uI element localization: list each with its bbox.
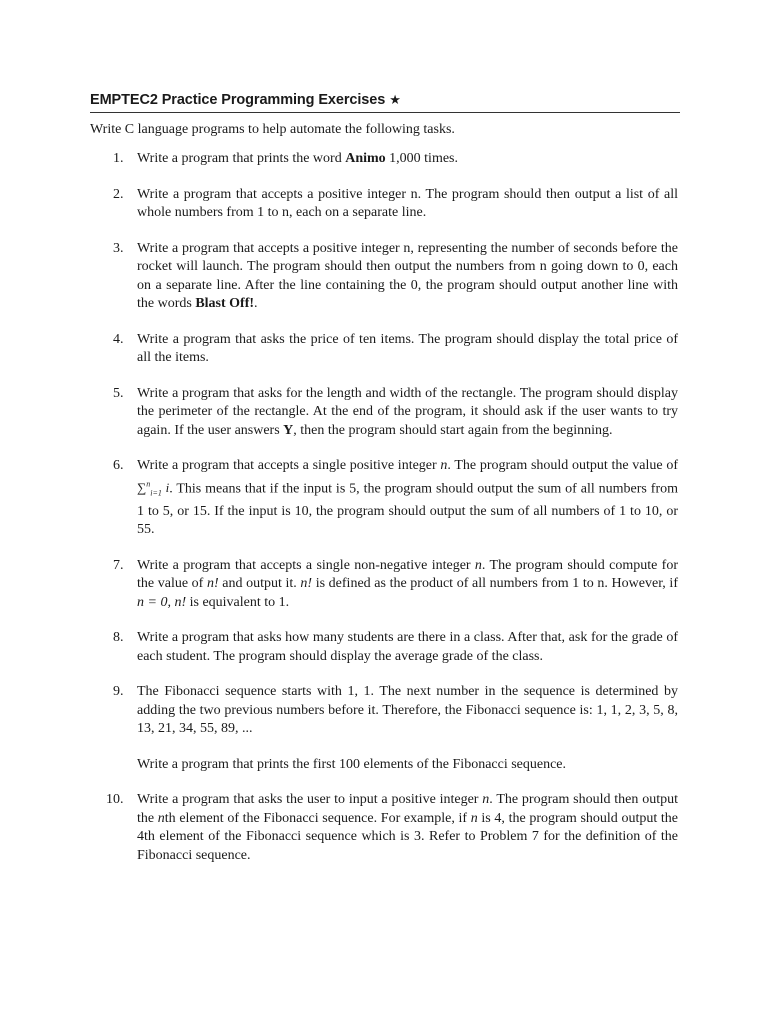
exercise-text: Write a program that accepts a single positive integer n. The program should output the value of ∑$^n_{i=1}$ i. This means that if the input is 5, the program should output the sum of all numbers from 1 to 5, or 15. If the input is 10, the program should output the sum of all numbers of 1 to 10, or 55. xyxy=(137,458,679,538)
exercise-10 xyxy=(106,791,678,865)
bold-word: Y xyxy=(283,422,294,438)
exercise-list xyxy=(106,150,679,882)
exercise-text-2: Write a program that prints the first 100 elements of the Fibonacci sequence. xyxy=(137,756,567,772)
exercise-number: 2. xyxy=(113,186,124,202)
exercise-number: 9. xyxy=(113,684,124,700)
exercise-number: 10. xyxy=(106,792,124,808)
exercise-9 xyxy=(113,683,678,774)
star-icon: ★ xyxy=(389,92,401,107)
title-text: EMPTEC2 Practice Programming Exercises xyxy=(90,92,386,108)
exercise-2 xyxy=(113,186,678,223)
exercise-7 xyxy=(113,557,678,613)
exercise-number: 1. xyxy=(113,151,124,166)
exercise-4 xyxy=(113,331,678,368)
intro-text: Write C language programs to help automate the following tasks. xyxy=(90,122,455,137)
exercise-text: Write a program that accepts a positive integer n. The program should then output a list of all whole numbers from 1 to n, each on a separate line. xyxy=(137,186,678,220)
exercise-5 xyxy=(113,385,678,441)
exercise-text: Write a program that asks for the length and width of the rectangle. The program should display the perimeter of the rectangle. At the end of the program, it should ask if the user wants to try again. If the user answers Y, then the program should start again from the beginning. xyxy=(137,385,678,438)
exercise-number: 3. xyxy=(113,240,124,256)
page-title xyxy=(90,92,680,108)
exercise-text: Write a program that prints the word Animo 1,000 times. xyxy=(137,151,459,166)
exercise-text: Write a program that asks the price of ten items. The program should display the total price of all the items. xyxy=(137,331,678,365)
exercise-6 xyxy=(113,457,678,540)
math-condition: n = 0, n! xyxy=(137,594,187,610)
exercise-number: 5. xyxy=(113,385,124,401)
exercise-text: Write a program that accepts a single non-negative integer n. The program should compute for the value of n! and output it. n! is defined as the product of all numbers from 1 to n. However, if n = 0, n! is equivalent to 1. xyxy=(137,557,678,610)
factorial: n! xyxy=(206,576,219,592)
exercise-1 xyxy=(113,150,678,169)
bold-word: Blast Off! xyxy=(195,296,255,311)
exercise-text: Write a program that asks the user to input a positive integer n. The program should then output the nth element of the Fibonacci sequence. For example, if n is 4, the program should output the 4th element of the Fibonacci sequence which is 3. Refer to Problem 7 for the definition of the Fibonacci sequence. xyxy=(137,792,678,863)
exercise-number: 7. xyxy=(113,557,124,573)
exercise-text: Write a program that accepts a positive integer n, representing the number of seconds before the rocket will launch. The program should then output the numbers from n going down to 0, each on a separate line. After the line containing the 0, the program should output another line with the words Blast Off!. xyxy=(137,240,678,311)
exercise-text: Write a program that asks how many students are there in a class. After that, ask for the grade of each student. The program should display the average grade of the class. xyxy=(137,630,678,664)
math-variable: n xyxy=(470,810,478,826)
factorial: n! xyxy=(300,576,313,592)
title-divider xyxy=(90,112,680,113)
math-variable: n xyxy=(157,810,165,826)
summation-formula: ∑$^n_{i=1}$ i xyxy=(137,479,170,498)
math-variable: n xyxy=(482,792,490,808)
exercise-number: 6. xyxy=(113,458,124,473)
math-variable: n xyxy=(440,458,448,473)
bold-word: Animo xyxy=(345,151,386,166)
exercise-8 xyxy=(113,629,678,666)
exercise-number: 8. xyxy=(113,630,124,646)
exercise-3 xyxy=(113,240,678,314)
exercise-text: The Fibonacci sequence starts with 1, 1. The next number in the sequence is determined by adding the two previous numbers before it. Therefore, the Fibonacci sequence is: 1, 1, 2, 3, 5, 8, 13, 21, 34, 55, 89, ... xyxy=(137,684,678,737)
exercise-number: 4. xyxy=(113,331,124,347)
math-variable: n xyxy=(474,557,482,573)
